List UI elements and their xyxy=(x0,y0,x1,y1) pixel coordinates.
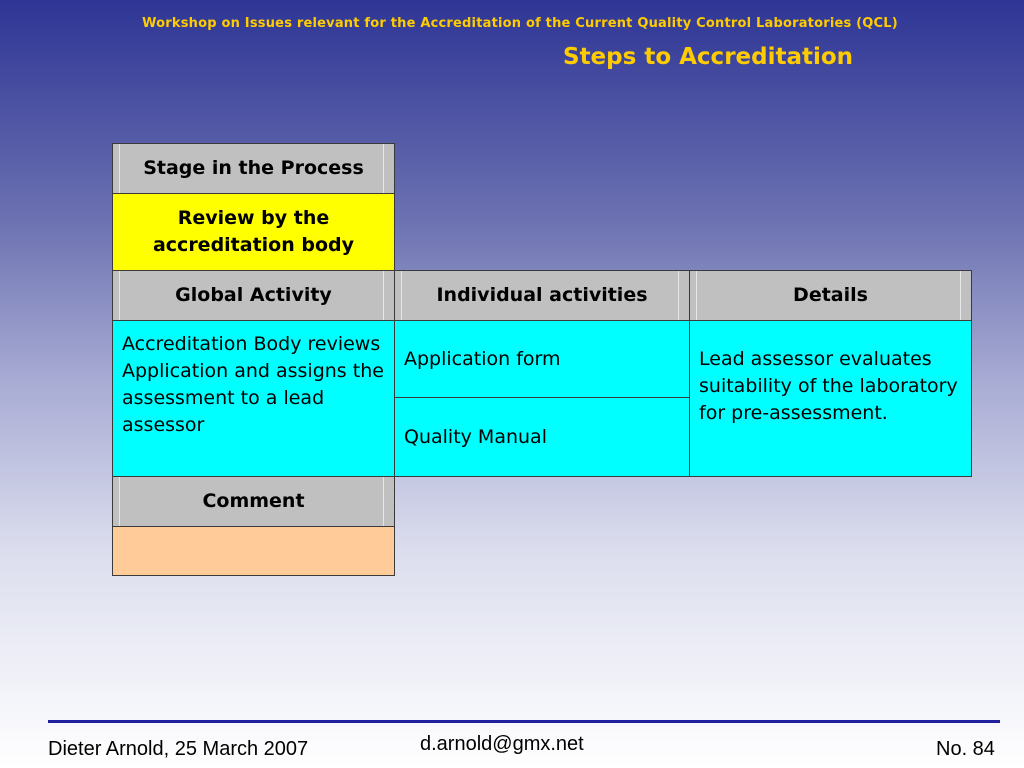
slide-title: Steps to Accreditation xyxy=(563,44,854,70)
slide-number: No. 84 xyxy=(936,738,995,760)
individual-activity-cell: Quality Manual xyxy=(394,397,690,477)
footer-author-date: Dieter Arnold, 25 March 2007 xyxy=(48,738,309,760)
comment-value xyxy=(112,526,395,576)
column-header-individual-activities: Individual activities xyxy=(394,270,690,321)
footer-divider xyxy=(48,720,1000,723)
stage-header: Stage in the Process xyxy=(112,143,395,194)
global-activity-cell: Accreditation Body reviews Application and assigns the assessment to a lead assessor xyxy=(112,320,395,477)
footer-email: d.arnold@gmx.net xyxy=(420,733,584,755)
individual-activity-cell: Application form xyxy=(394,320,690,398)
details-cell: Lead assessor evaluates suitability of the laboratory for pre-assessment. xyxy=(689,320,972,477)
stage-value: Review by the accreditation body xyxy=(112,193,395,271)
column-header-details: Details xyxy=(689,270,972,321)
workshop-header: Workshop on Issues relevant for the Accreditation of the Current Quality Control Laboratories (QCL) xyxy=(142,16,898,31)
comment-header: Comment xyxy=(112,476,395,527)
column-header-global-activity: Global Activity xyxy=(112,270,395,321)
